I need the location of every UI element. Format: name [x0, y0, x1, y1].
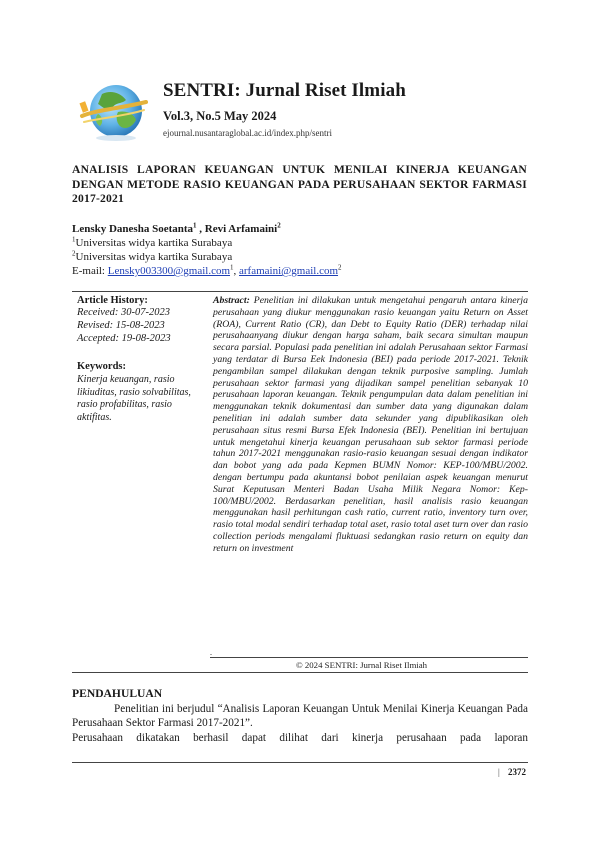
email-superscript: 2: [338, 263, 342, 272]
email-link[interactable]: Lensky003300@gmail.com: [107, 265, 231, 277]
email-superscript: 1: [230, 263, 234, 272]
received-date: Received: 30-07-2023: [77, 307, 170, 318]
author-separator: ,: [196, 223, 205, 235]
section-heading: PENDAHULUAN: [72, 687, 163, 700]
abstract-text: Penelitian ini dilakukan untuk mengetahui pengaruh antara kinerja perusahaan yang diukur menggunakan rasio keuangan yaitu Return on Asset (ROA), Current Ratio (CR), dan Debt to Equity Ratio (DER) terhadap nilai perusahaanyang diukur dengan harga saham, baik secara simultan maupun secara parsial. Populasi pada penelitian ini adalah Perusahaan sektor Farmasi yang terdatar di Bursa Eek Indonesia (BEI) pada periode 2017-2021. Teknik pengambilan sampel dilakukan dengan teknik purposive sampling. Jumlah perusahaan sektor farmasi yang dijadikan sampel penelitian sebanyak 10 perusahaan laporan keuangan. Teknik pengumpulan data dalam penelitian ini menggunakan teknik dokumentasi dan sumber data yang digunakan dalam penelitian ini adalah sumber data sekunder yang dipublikasikan oleh perusahaan situs resmi Bursa Efek Indonesia (BEI). Penelitian ini bertujuan untuk mengetahui kinerja keuangan perusahaan sub sektor farmasi periode tahun 2017-2021 menggunakan rasio-rasio keuangan sesuai dengan indikator dan bobot yang ada pada Kepmen BUMN Nomor: KEP-100/MBU/2002. dengan bertumpu pada akuntansi bobot penilaian aspek keuangan menurut Surat Keputusan Menteri Badan Usaha Milik Negara Nomor: Kep-100/MBU/2002. Berdasarkan penelitian, hasil analisis rasio keuangan menggunakan hasil perhitungan cash ratio, current ratio, inventory turn over, rasio total modal sendiri terhadap total aset, rasio total aset turn over dan rasio collection periods mengalami fluktuasi sedangkan rasio return on equity dan return on investment: [213, 295, 528, 554]
author-superscript: 2: [277, 221, 281, 230]
affiliation: [72, 237, 232, 249]
copyright-notice: © 2024 SENTRI: Jurnal Riset Ilmiah: [296, 660, 428, 670]
journal-title: SENTRI: Jurnal Riset Ilmiah: [163, 80, 406, 101]
article-title: ANALISIS LAPORAN KEUANGAN UNTUK MENILAI KINERJA KEUANGAN DENGAN METODE RASIO KEUANGAN PADA PERUSAHAAN SEKTOR FARMASI 2017-2021: [72, 163, 527, 205]
affiliation-text: Universitas widya kartika Surabaya: [75, 251, 233, 263]
email-line: [72, 265, 342, 277]
page-number: 2372: [508, 767, 526, 777]
abstract-mark: .: [210, 648, 212, 657]
accepted-date: Accepted: 19-08-2023: [77, 333, 171, 344]
affiliation-superscript: 2: [72, 249, 76, 258]
divider: [72, 762, 528, 763]
abstract-label: Abstract:: [213, 295, 250, 306]
author-name: Revi Arfamaini: [204, 223, 278, 235]
keywords-text: Kinerja keuangan, rasio likiuditas, rasio solvabilitas, rasio profabilitas, rasio aktifitas.: [77, 374, 191, 423]
paragraph: Perusahaan dikatakan berhasil dapat dilihat dari kinerja perusahaan pada laporan: [72, 732, 528, 744]
journal-volume: Vol.3, No.5 May 2024: [163, 109, 277, 123]
email-link[interactable]: arfamaini@gmail.com: [239, 265, 339, 277]
divider: [210, 657, 528, 658]
abstract: [213, 295, 528, 555]
paragraph: Penelitian ini berjudul “Analisis Laporan Keuangan Untuk Menilai Kinerja Keuangan Pada Perusahaan Sektor Farmasi 2017-2021”.: [72, 703, 528, 729]
journal-url-link[interactable]: ejournal.nusantaraglobal.ac.id/index.php/sentri: [163, 128, 332, 138]
affiliation-text: Universitas widya kartika Surabaya: [75, 237, 233, 249]
revised-date: Revised: 15-08-2023: [77, 320, 165, 331]
email-label: E-mail:: [72, 265, 108, 277]
history-heading: Article History:: [77, 295, 148, 306]
affiliation-superscript: 1: [72, 235, 76, 244]
author-line: [72, 223, 281, 235]
author-superscript: 1: [193, 221, 197, 230]
divider: [72, 672, 528, 673]
author-name: Lensky Danesha Soetanta: [72, 223, 194, 235]
journal-logo-icon: [76, 80, 150, 142]
divider: [72, 291, 528, 292]
keywords-heading: Keywords:: [77, 361, 126, 372]
page-separator: |: [498, 767, 500, 777]
email-separator: ,: [233, 265, 240, 277]
affiliation: [72, 251, 232, 263]
